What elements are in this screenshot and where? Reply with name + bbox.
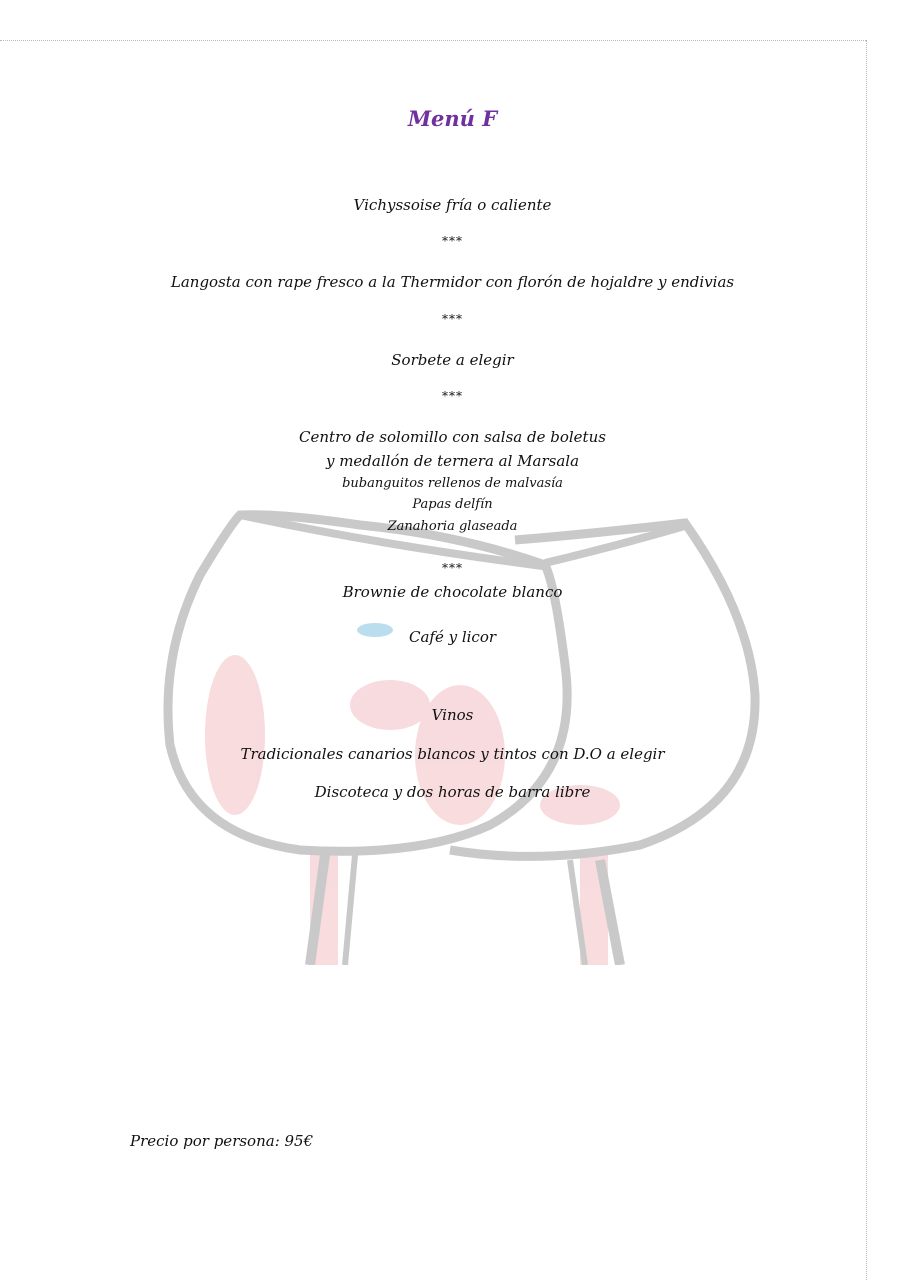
page-border-right [866, 40, 867, 1280]
price-per-person: Precio por persona: 95€ [130, 1132, 314, 1150]
menu-title: Menú F [407, 106, 498, 131]
separator: *** [442, 389, 463, 403]
separator: *** [442, 561, 463, 575]
page-border-top [0, 40, 866, 41]
menu-item-side-1: bubanguitos rellenos de malvasía [342, 476, 563, 491]
menu-item-side-3: Zanahoria glaseada [387, 519, 518, 534]
menu-item-main-meat-line2: y medallón de ternera al Marsala [325, 452, 580, 470]
menu-item-dessert: Brownie de chocolate blanco [342, 583, 563, 601]
separator: *** [442, 234, 463, 248]
menu-item-main-fish: Langosta con rape fresco a la Thermidor con florón de hojaldre y endivias [170, 273, 735, 291]
menu-item-side-2: Papas delfín [412, 497, 493, 512]
menu-item-main-meat: Centro de solomillo con salsa de boletus [299, 428, 606, 446]
extras-description: Discoteca y dos horas de barra libre [314, 783, 591, 801]
wines-description: Tradicionales canarios blancos y tintos con D.O a elegir [240, 745, 665, 763]
separator: *** [442, 312, 463, 326]
menu-item-starter: Vichyssoise fría o caliente [353, 196, 552, 214]
menu-item-sorbet: Sorbete a elegir [391, 351, 514, 369]
menu-item-coffee: Café y licor [408, 628, 497, 646]
wines-heading: Vinos [431, 706, 474, 724]
